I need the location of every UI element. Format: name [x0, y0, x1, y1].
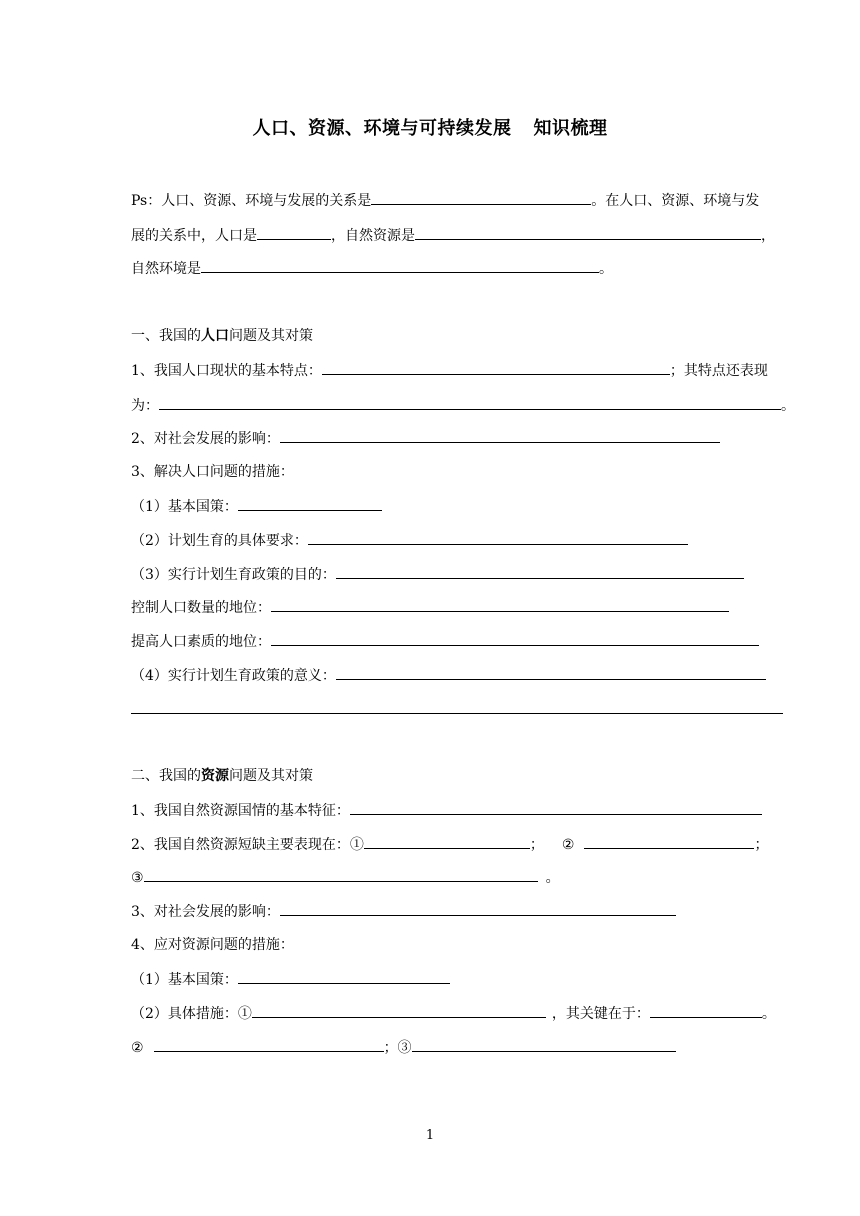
question-text: （4）实行计划生育政策的意义： — [131, 668, 336, 684]
question-text: ，其关键在于： — [551, 1006, 650, 1022]
s1-q2 — [131, 428, 720, 448]
answer-blank[interactable] — [412, 1037, 676, 1052]
question-text: （1）基本国策： — [131, 499, 238, 515]
title-main: 人口、资源、环境与可持续发展 — [252, 118, 512, 139]
answer-rule[interactable] — [131, 713, 783, 714]
question-text: 控制人口数量的地位： — [131, 600, 271, 616]
s2-q1 — [131, 800, 762, 820]
s2-q4-2-cont — [131, 1037, 676, 1057]
intro-text: 展的关系中，人口是 — [131, 228, 257, 244]
s1-q3-3b — [131, 631, 759, 651]
page-title — [0, 114, 860, 140]
answer-blank[interactable] — [584, 834, 754, 849]
page-number: 1 — [425, 1128, 435, 1143]
answer-blank[interactable] — [364, 834, 530, 849]
answer-blank[interactable] — [238, 969, 450, 984]
intro-line-1 — [131, 190, 759, 210]
answer-blank[interactable] — [371, 190, 591, 205]
s2-q4 — [131, 935, 294, 955]
answer-blank[interactable] — [154, 1037, 384, 1052]
s1-q3 — [131, 462, 294, 482]
s2-q4-2 — [131, 1003, 776, 1023]
heading-text: 二、我国的 — [131, 768, 201, 784]
answer-blank[interactable] — [336, 665, 766, 680]
question-text: ； — [529, 837, 544, 853]
intro-text: 。 — [599, 261, 613, 277]
question-text: 2、我国自然资源短缺主要表现在：① — [131, 837, 364, 853]
s1-q3-1 — [131, 496, 382, 516]
question-text: 提高人口素质的地位： — [131, 634, 271, 650]
question-text: 4、应对资源问题的措施： — [131, 937, 294, 953]
s1-q1-cont — [131, 395, 795, 415]
intro-line-3 — [131, 258, 613, 278]
heading-text: 问题及其对策 — [229, 328, 313, 344]
s1-q3-3 — [131, 564, 744, 584]
intro-text: ，自然资源是 — [331, 228, 415, 244]
answer-blank[interactable] — [144, 867, 538, 882]
heading-text: 一、我国的 — [131, 328, 201, 344]
question-text: ② — [131, 1040, 144, 1056]
answer-blank[interactable] — [252, 1003, 546, 1018]
question-text: （3）实行计划生育政策的目的： — [131, 567, 336, 583]
question-text: 1、我国人口现状的基本特点： — [131, 363, 322, 379]
answer-blank[interactable] — [159, 395, 781, 410]
answer-blank[interactable] — [280, 901, 676, 916]
intro-line-2 — [131, 225, 775, 245]
heading-text: 问题及其对策 — [229, 768, 313, 784]
answer-blank[interactable] — [336, 564, 744, 579]
question-text: ③ — [131, 870, 144, 886]
s1-q3-4 — [131, 665, 766, 685]
question-text: ；其特点还表现 — [669, 363, 768, 379]
intro-text: 自然环境是 — [131, 261, 201, 277]
intro-text: ， — [761, 228, 775, 244]
heading-bold: 资源 — [201, 768, 229, 784]
answer-blank[interactable] — [271, 597, 729, 612]
question-text: （2）具体措施：① — [131, 1006, 252, 1022]
question-text: 。 — [545, 870, 560, 886]
question-text: （1）基本国策： — [131, 972, 238, 988]
question-text: 。 — [761, 1006, 776, 1022]
intro-text: Ps：人口、资源、环境与发展的关系是 — [131, 193, 372, 209]
question-text: 为： — [131, 398, 159, 414]
question-text: 3、对社会发展的影响： — [131, 904, 280, 920]
section-1-heading — [131, 326, 313, 346]
answer-blank[interactable] — [280, 428, 720, 443]
answer-blank[interactable] — [271, 631, 759, 646]
s2-q4-1 — [131, 969, 450, 989]
s2-q3 — [131, 901, 676, 921]
question-text: ； — [754, 837, 769, 853]
answer-blank[interactable] — [308, 530, 688, 545]
question-text: 2、对社会发展的影响： — [131, 431, 280, 447]
answer-blank[interactable] — [322, 360, 670, 375]
heading-bold: 人口 — [201, 328, 229, 344]
answer-blank[interactable] — [238, 496, 382, 511]
answer-blank[interactable] — [350, 800, 762, 815]
s1-q3-3a — [131, 597, 729, 617]
section-2-heading — [131, 766, 313, 786]
answer-blank[interactable] — [650, 1003, 762, 1018]
answer-blank[interactable] — [201, 258, 599, 273]
s2-q2-cont — [131, 867, 560, 887]
s1-q1 — [131, 360, 768, 380]
s1-q3-2 — [131, 530, 688, 550]
question-text: 。 — [781, 398, 795, 414]
answer-blank[interactable] — [415, 225, 761, 240]
question-text: 3、解决人口问题的措施： — [131, 464, 294, 480]
question-text: ② — [561, 837, 575, 853]
question-text: （2）计划生育的具体要求： — [131, 533, 308, 549]
intro-text: 。在人口、资源、环境与发 — [591, 193, 760, 209]
answer-blank[interactable] — [257, 225, 331, 240]
question-text: ；③ — [383, 1040, 412, 1056]
title-sub: 知识梳理 — [533, 118, 608, 139]
s2-q2 — [131, 834, 768, 854]
question-text: 1、我国自然资源国情的基本特征： — [131, 803, 350, 819]
